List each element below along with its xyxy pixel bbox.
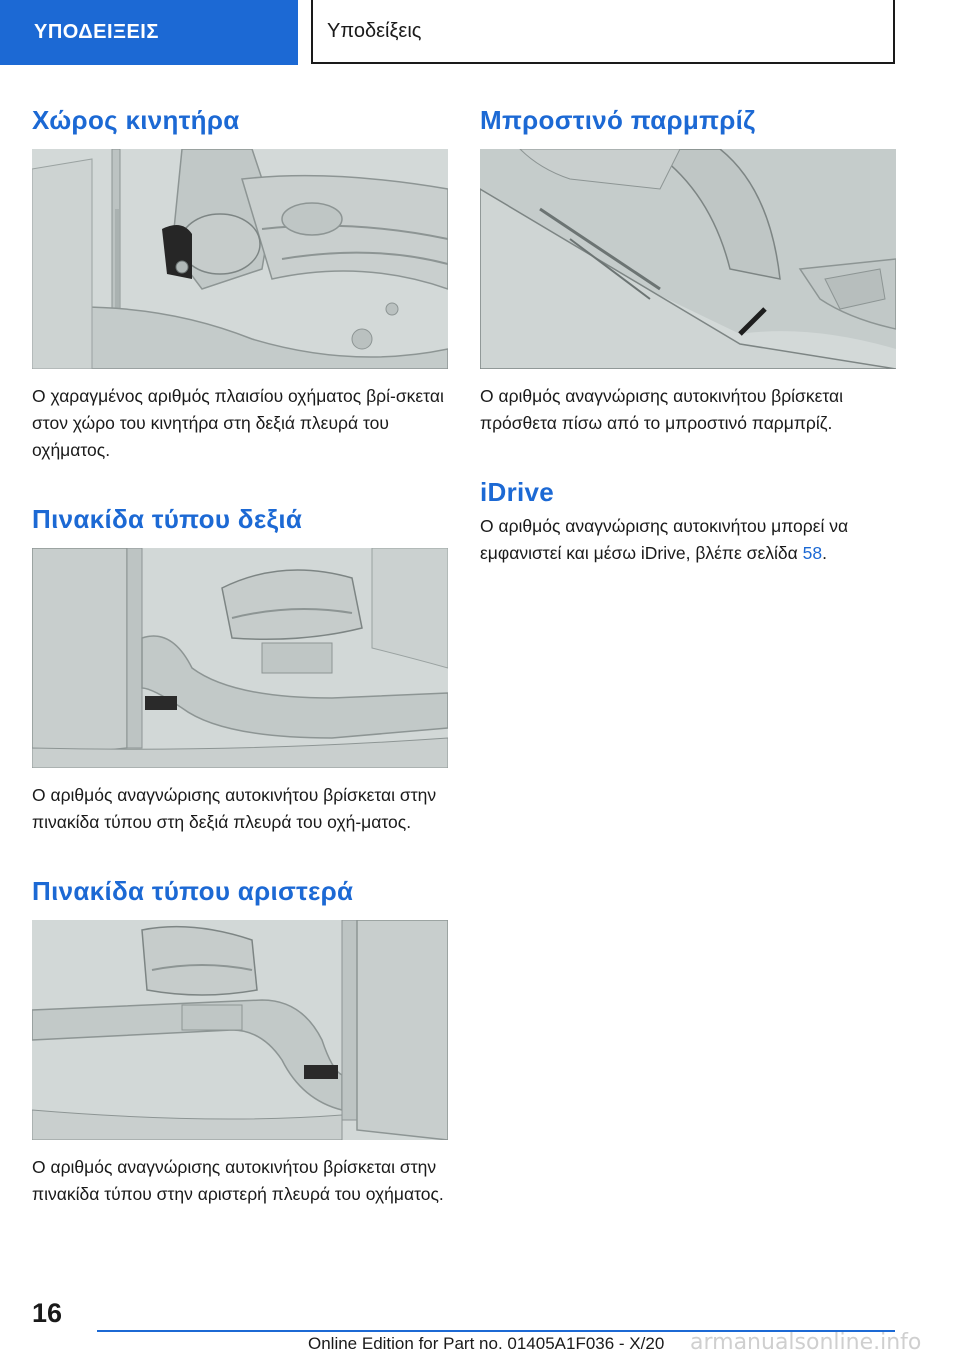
- idrive-text-main: Ο αριθμός αναγνώρισης αυτοκινήτου μπορεί να εμφανιστεί και μέσω iDrive, βλέπε σελίδα: [480, 516, 849, 563]
- footer-edition: Online Edition for Part no. 01405A1F036 - X/20: [308, 1334, 665, 1353]
- windshield-heading: Μπροστινό παρμπρίζ: [480, 105, 756, 135]
- section-tab[interactable]: [0, 0, 298, 65]
- watermark: armanualsonline.info: [690, 1330, 922, 1355]
- engine-bay-text: Ο χαραγμένος αριθμός πλαισίου οχήματος βρί-σκεται στον χώρο του κινητήρα στη δεξιά πλευρά του οχήματος.: [32, 386, 444, 460]
- type-plate-left-illustration: [32, 920, 448, 1140]
- idrive-text-end: .: [822, 543, 827, 563]
- windshield-drawing: [480, 149, 896, 369]
- engine-bay-illustration: [32, 149, 448, 369]
- type-plate-right-illustration: [32, 548, 448, 768]
- left-column: [32, 103, 448, 1208]
- type-plate-left-drawing: [32, 920, 448, 1140]
- engine-bay-heading: Χώρος κινητήρα: [32, 105, 240, 135]
- type-plate-left-heading: Πινακίδα τύπου αριστερά: [32, 876, 354, 906]
- idrive-text: [480, 513, 896, 567]
- idrive-heading: iDrive: [480, 477, 555, 507]
- type-plate-right-heading: Πινακίδα τύπου δεξιά: [32, 504, 303, 534]
- page-number: 16: [32, 1298, 63, 1328]
- windshield-illustration: [480, 149, 896, 369]
- section-tab-label: ΥΠΟΔΕΙΞΕΙΣ: [34, 21, 159, 43]
- windshield-text: Ο αριθμός αναγνώρισης αυτοκινήτου βρίσκεται πρόσθετα πίσω από το μπροστινό παρμπρίζ.: [480, 386, 844, 433]
- engine-bay-drawing: [32, 149, 448, 369]
- type-plate-right-drawing: [32, 548, 448, 768]
- section-title-box: [311, 0, 895, 64]
- right-column: [480, 103, 896, 567]
- page-link-58[interactable]: 58: [802, 543, 823, 563]
- section-title: Υποδείξεις: [327, 19, 422, 42]
- type-plate-left-text: Ο αριθμός αναγνώρισης αυτοκινήτου βρίσκεται στην πινακίδα τύπου στην αριστερή πλευρά του οχήματος.: [32, 1157, 444, 1204]
- type-plate-right-text: Ο αριθμός αναγνώρισης αυτοκινήτου βρίσκεται στην πινακίδα τύπου στη δεξιά πλευρά του οχή-ματος.: [32, 785, 437, 832]
